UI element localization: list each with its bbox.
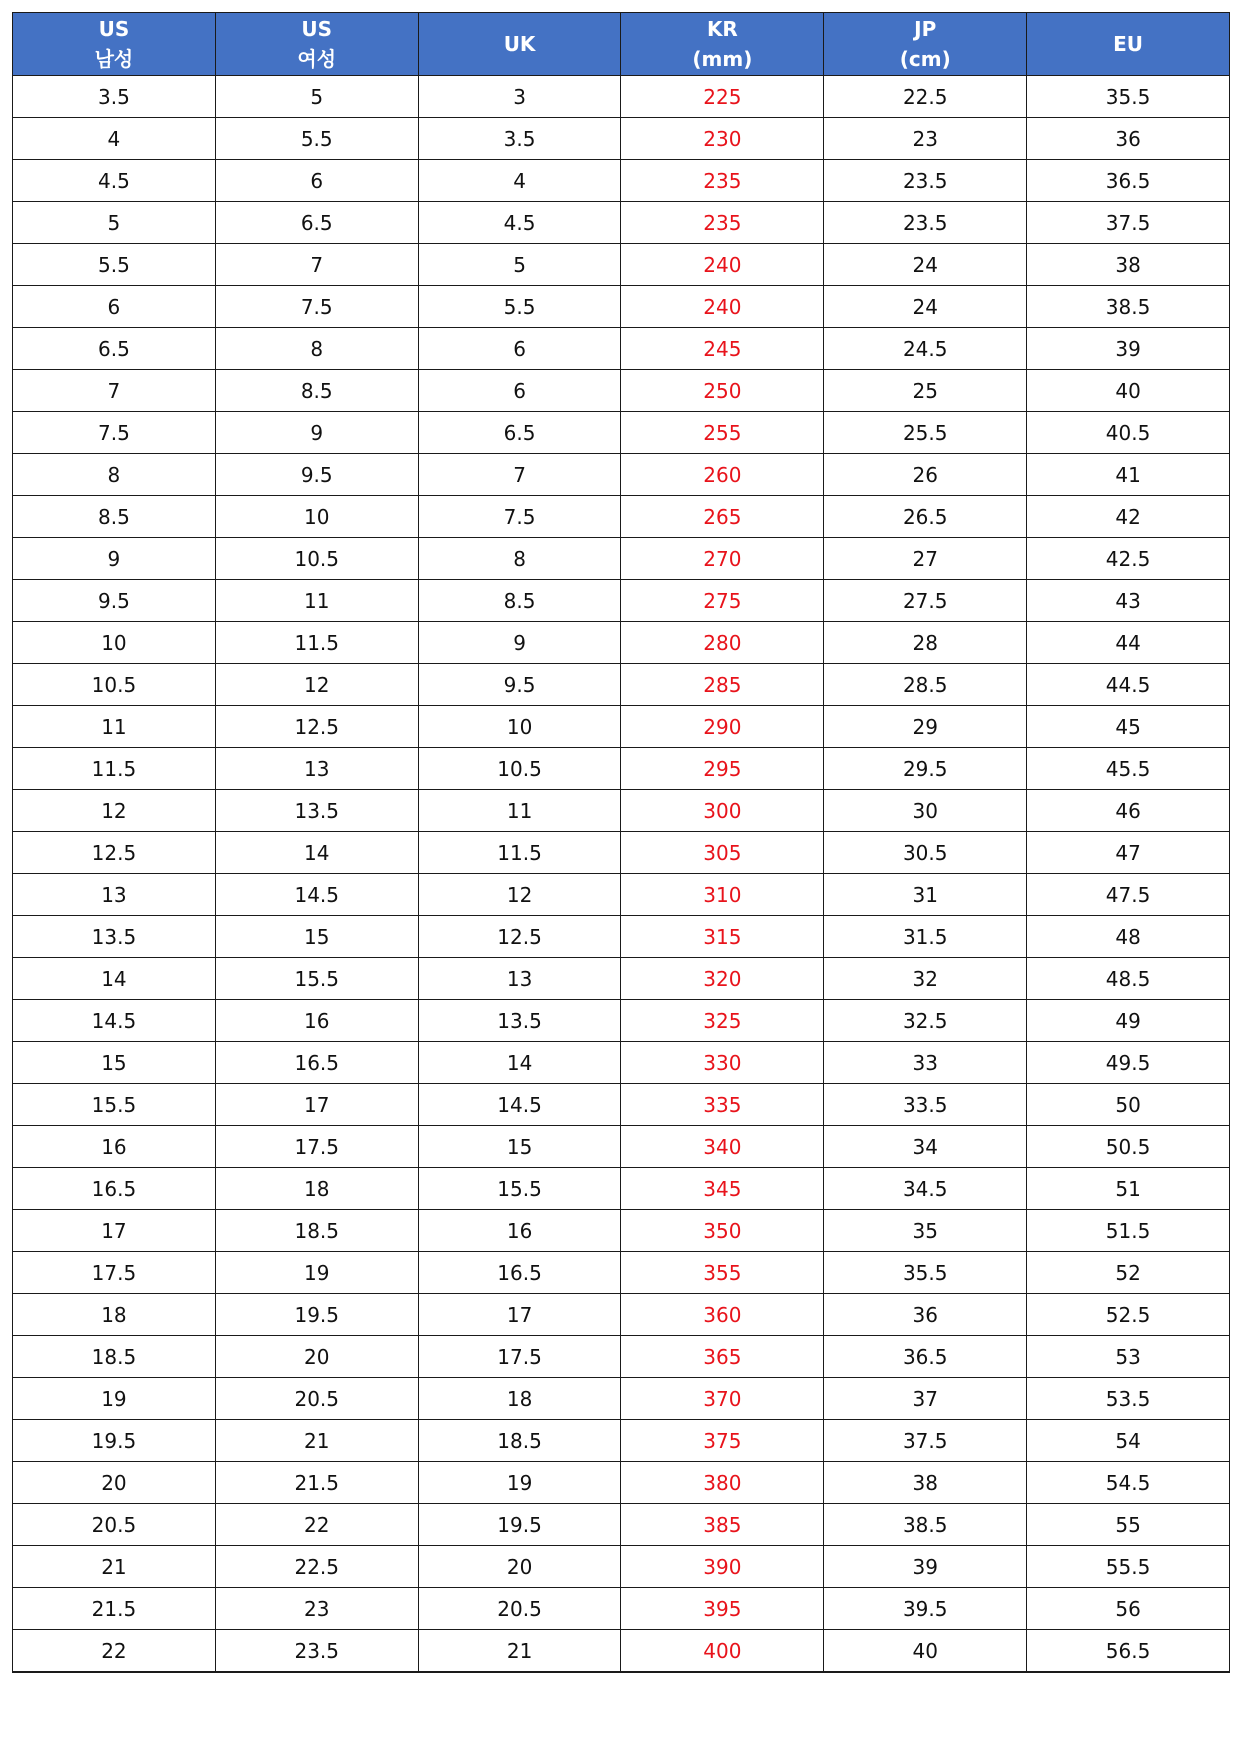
header-label: US <box>98 17 130 41</box>
cell-jp-cm: 32.5 <box>824 1000 1027 1042</box>
cell-us-men: 5.5 <box>13 244 216 286</box>
table-row <box>13 1126 1230 1168</box>
cell-kr-mm: 260 <box>621 454 824 496</box>
cell-uk: 10 <box>418 706 621 748</box>
cell-kr-mm: 350 <box>621 1210 824 1252</box>
table-row <box>13 160 1230 202</box>
cell-us-men: 21.5 <box>13 1588 216 1630</box>
cell-us-women: 5 <box>215 76 418 118</box>
cell-uk: 16.5 <box>418 1252 621 1294</box>
header-sublabel: 남성 <box>94 47 134 71</box>
cell-kr-mm: 390 <box>621 1546 824 1588</box>
cell-eu: 40.5 <box>1027 412 1230 454</box>
cell-us-women: 13 <box>215 748 418 790</box>
cell-jp-cm: 30.5 <box>824 832 1027 874</box>
cell-kr-mm: 295 <box>621 748 824 790</box>
cell-jp-cm: 23.5 <box>824 202 1027 244</box>
cell-jp-cm: 33.5 <box>824 1084 1027 1126</box>
cell-eu: 49.5 <box>1027 1042 1230 1084</box>
table-row <box>13 916 1230 958</box>
cell-eu: 52 <box>1027 1252 1230 1294</box>
cell-eu: 39 <box>1027 328 1230 370</box>
cell-kr-mm: 315 <box>621 916 824 958</box>
cell-eu: 54 <box>1027 1420 1230 1462</box>
cell-uk: 5.5 <box>418 286 621 328</box>
cell-eu: 46 <box>1027 790 1230 832</box>
cell-kr-mm: 380 <box>621 1462 824 1504</box>
header-uk <box>418 13 621 76</box>
cell-us-men: 16.5 <box>13 1168 216 1210</box>
cell-kr-mm: 280 <box>621 622 824 664</box>
shoe-size-table <box>12 12 1230 1673</box>
cell-uk: 19.5 <box>418 1504 621 1546</box>
cell-kr-mm: 240 <box>621 244 824 286</box>
cell-uk: 20 <box>418 1546 621 1588</box>
cell-uk: 15 <box>418 1126 621 1168</box>
cell-uk: 13.5 <box>418 1000 621 1042</box>
table-row <box>13 748 1230 790</box>
cell-uk: 7 <box>418 454 621 496</box>
table-row <box>13 580 1230 622</box>
cell-us-women: 16 <box>215 1000 418 1042</box>
cell-kr-mm: 330 <box>621 1042 824 1084</box>
table-row <box>13 244 1230 286</box>
cell-uk: 9.5 <box>418 664 621 706</box>
cell-jp-cm: 33 <box>824 1042 1027 1084</box>
table-row <box>13 1588 1230 1630</box>
cell-jp-cm: 24 <box>824 244 1027 286</box>
cell-kr-mm: 355 <box>621 1252 824 1294</box>
cell-us-men: 19 <box>13 1378 216 1420</box>
cell-us-men: 12.5 <box>13 832 216 874</box>
cell-us-men: 9.5 <box>13 580 216 622</box>
cell-jp-cm: 23 <box>824 118 1027 160</box>
cell-jp-cm: 30 <box>824 790 1027 832</box>
header-label: EU <box>1113 32 1144 56</box>
cell-uk: 13 <box>418 958 621 1000</box>
cell-us-women: 6.5 <box>215 202 418 244</box>
cell-uk: 9 <box>418 622 621 664</box>
cell-us-women: 9 <box>215 412 418 454</box>
cell-kr-mm: 305 <box>621 832 824 874</box>
table-row <box>13 664 1230 706</box>
cell-us-women: 21.5 <box>215 1462 418 1504</box>
header-eu <box>1027 13 1230 76</box>
cell-eu: 41 <box>1027 454 1230 496</box>
cell-jp-cm: 34 <box>824 1126 1027 1168</box>
cell-us-women: 18.5 <box>215 1210 418 1252</box>
cell-jp-cm: 36 <box>824 1294 1027 1336</box>
table-row <box>13 118 1230 160</box>
cell-jp-cm: 40 <box>824 1630 1027 1673</box>
cell-us-women: 19 <box>215 1252 418 1294</box>
cell-kr-mm: 345 <box>621 1168 824 1210</box>
cell-uk: 4.5 <box>418 202 621 244</box>
cell-us-women: 20 <box>215 1336 418 1378</box>
cell-eu: 56 <box>1027 1588 1230 1630</box>
cell-us-women: 6 <box>215 160 418 202</box>
table-row <box>13 1252 1230 1294</box>
cell-jp-cm: 24 <box>824 286 1027 328</box>
table-body <box>13 76 1230 1673</box>
cell-us-men: 17 <box>13 1210 216 1252</box>
cell-jp-cm: 32 <box>824 958 1027 1000</box>
cell-uk: 12 <box>418 874 621 916</box>
cell-jp-cm: 26 <box>824 454 1027 496</box>
cell-us-women: 11 <box>215 580 418 622</box>
cell-us-men: 6 <box>13 286 216 328</box>
cell-uk: 17 <box>418 1294 621 1336</box>
table-row <box>13 496 1230 538</box>
cell-kr-mm: 300 <box>621 790 824 832</box>
cell-eu: 52.5 <box>1027 1294 1230 1336</box>
cell-kr-mm: 240 <box>621 286 824 328</box>
cell-us-women: 15 <box>215 916 418 958</box>
cell-us-men: 3.5 <box>13 76 216 118</box>
cell-eu: 35.5 <box>1027 76 1230 118</box>
table-row <box>13 1546 1230 1588</box>
table-row <box>13 286 1230 328</box>
cell-jp-cm: 39 <box>824 1546 1027 1588</box>
cell-eu: 44 <box>1027 622 1230 664</box>
cell-kr-mm: 335 <box>621 1084 824 1126</box>
cell-eu: 42.5 <box>1027 538 1230 580</box>
cell-uk: 16 <box>418 1210 621 1252</box>
cell-us-men: 11.5 <box>13 748 216 790</box>
table-row <box>13 1210 1230 1252</box>
cell-us-men: 12 <box>13 790 216 832</box>
cell-kr-mm: 265 <box>621 496 824 538</box>
table-row <box>13 1084 1230 1126</box>
cell-us-men: 18.5 <box>13 1336 216 1378</box>
cell-uk: 11.5 <box>418 832 621 874</box>
cell-kr-mm: 385 <box>621 1504 824 1546</box>
table-row <box>13 1294 1230 1336</box>
cell-eu: 45 <box>1027 706 1230 748</box>
cell-us-men: 17.5 <box>13 1252 216 1294</box>
cell-us-men: 14 <box>13 958 216 1000</box>
cell-us-men: 5 <box>13 202 216 244</box>
cell-us-men: 6.5 <box>13 328 216 370</box>
header-us-women <box>215 13 418 76</box>
cell-jp-cm: 37.5 <box>824 1420 1027 1462</box>
cell-us-women: 20.5 <box>215 1378 418 1420</box>
cell-us-men: 16 <box>13 1126 216 1168</box>
header-row <box>13 13 1230 76</box>
cell-us-women: 14 <box>215 832 418 874</box>
table-row <box>13 202 1230 244</box>
cell-us-men: 4 <box>13 118 216 160</box>
cell-jp-cm: 27 <box>824 538 1027 580</box>
cell-kr-mm: 230 <box>621 118 824 160</box>
cell-us-men: 10.5 <box>13 664 216 706</box>
cell-uk: 5 <box>418 244 621 286</box>
cell-uk: 12.5 <box>418 916 621 958</box>
table-header <box>13 13 1230 76</box>
cell-us-women: 10.5 <box>215 538 418 580</box>
cell-kr-mm: 285 <box>621 664 824 706</box>
cell-eu: 50.5 <box>1027 1126 1230 1168</box>
cell-jp-cm: 23.5 <box>824 160 1027 202</box>
cell-us-women: 7 <box>215 244 418 286</box>
cell-uk: 18 <box>418 1378 621 1420</box>
table-row <box>13 1336 1230 1378</box>
table-row <box>13 790 1230 832</box>
cell-eu: 55.5 <box>1027 1546 1230 1588</box>
table-row <box>13 454 1230 496</box>
table-row <box>13 412 1230 454</box>
cell-kr-mm: 255 <box>621 412 824 454</box>
cell-us-men: 21 <box>13 1546 216 1588</box>
cell-kr-mm: 360 <box>621 1294 824 1336</box>
cell-uk: 11 <box>418 790 621 832</box>
cell-us-men: 15 <box>13 1042 216 1084</box>
cell-jp-cm: 35.5 <box>824 1252 1027 1294</box>
cell-eu: 50 <box>1027 1084 1230 1126</box>
cell-jp-cm: 35 <box>824 1210 1027 1252</box>
cell-us-men: 11 <box>13 706 216 748</box>
table-row <box>13 1378 1230 1420</box>
cell-jp-cm: 27.5 <box>824 580 1027 622</box>
cell-jp-cm: 37 <box>824 1378 1027 1420</box>
table-row <box>13 328 1230 370</box>
cell-uk: 4 <box>418 160 621 202</box>
cell-eu: 55 <box>1027 1504 1230 1546</box>
cell-uk: 3 <box>418 76 621 118</box>
header-label: US <box>301 17 333 41</box>
cell-us-women: 17.5 <box>215 1126 418 1168</box>
cell-uk: 21 <box>418 1630 621 1673</box>
cell-us-women: 11.5 <box>215 622 418 664</box>
cell-uk: 6 <box>418 328 621 370</box>
cell-kr-mm: 245 <box>621 328 824 370</box>
header-label: KR <box>706 17 738 41</box>
cell-uk: 18.5 <box>418 1420 621 1462</box>
table-row <box>13 874 1230 916</box>
header-sublabel: (cm) <box>899 47 951 71</box>
cell-us-women: 15.5 <box>215 958 418 1000</box>
cell-jp-cm: 39.5 <box>824 1588 1027 1630</box>
header-sublabel: (mm) <box>692 47 753 71</box>
cell-uk: 17.5 <box>418 1336 621 1378</box>
table-row <box>13 1168 1230 1210</box>
cell-us-men: 18 <box>13 1294 216 1336</box>
cell-eu: 48 <box>1027 916 1230 958</box>
cell-kr-mm: 270 <box>621 538 824 580</box>
cell-eu: 43 <box>1027 580 1230 622</box>
table-row <box>13 1462 1230 1504</box>
cell-eu: 54.5 <box>1027 1462 1230 1504</box>
cell-jp-cm: 38.5 <box>824 1504 1027 1546</box>
cell-eu: 44.5 <box>1027 664 1230 706</box>
cell-us-women: 12.5 <box>215 706 418 748</box>
cell-jp-cm: 22.5 <box>824 76 1027 118</box>
cell-jp-cm: 31.5 <box>824 916 1027 958</box>
cell-us-men: 20 <box>13 1462 216 1504</box>
cell-uk: 19 <box>418 1462 621 1504</box>
cell-uk: 10.5 <box>418 748 621 790</box>
header-jp <box>824 13 1027 76</box>
cell-eu: 49 <box>1027 1000 1230 1042</box>
cell-us-men: 7.5 <box>13 412 216 454</box>
table-row <box>13 538 1230 580</box>
cell-kr-mm: 325 <box>621 1000 824 1042</box>
table-row <box>13 958 1230 1000</box>
cell-jp-cm: 29 <box>824 706 1027 748</box>
cell-uk: 14.5 <box>418 1084 621 1126</box>
cell-kr-mm: 235 <box>621 160 824 202</box>
cell-us-men: 4.5 <box>13 160 216 202</box>
cell-us-women: 18 <box>215 1168 418 1210</box>
cell-us-women: 8 <box>215 328 418 370</box>
cell-kr-mm: 225 <box>621 76 824 118</box>
cell-eu: 42 <box>1027 496 1230 538</box>
cell-eu: 53.5 <box>1027 1378 1230 1420</box>
cell-uk: 20.5 <box>418 1588 621 1630</box>
cell-kr-mm: 395 <box>621 1588 824 1630</box>
cell-eu: 48.5 <box>1027 958 1230 1000</box>
cell-uk: 6 <box>418 370 621 412</box>
table-row <box>13 76 1230 118</box>
cell-eu: 37.5 <box>1027 202 1230 244</box>
cell-uk: 7.5 <box>418 496 621 538</box>
table-row <box>13 832 1230 874</box>
cell-uk: 14 <box>418 1042 621 1084</box>
cell-jp-cm: 29.5 <box>824 748 1027 790</box>
cell-us-men: 7 <box>13 370 216 412</box>
header-label: UK <box>503 32 536 56</box>
cell-eu: 51.5 <box>1027 1210 1230 1252</box>
cell-kr-mm: 400 <box>621 1630 824 1673</box>
cell-uk: 8 <box>418 538 621 580</box>
header-label: JP <box>914 17 937 41</box>
cell-us-men: 9 <box>13 538 216 580</box>
cell-us-women: 22 <box>215 1504 418 1546</box>
cell-eu: 38.5 <box>1027 286 1230 328</box>
cell-us-women: 7.5 <box>215 286 418 328</box>
cell-us-women: 13.5 <box>215 790 418 832</box>
cell-us-women: 17 <box>215 1084 418 1126</box>
cell-kr-mm: 320 <box>621 958 824 1000</box>
cell-kr-mm: 290 <box>621 706 824 748</box>
cell-us-men: 14.5 <box>13 1000 216 1042</box>
cell-us-men: 8 <box>13 454 216 496</box>
cell-uk: 3.5 <box>418 118 621 160</box>
cell-us-men: 13.5 <box>13 916 216 958</box>
cell-eu: 45.5 <box>1027 748 1230 790</box>
cell-kr-mm: 310 <box>621 874 824 916</box>
table-row <box>13 1630 1230 1673</box>
table-row <box>13 622 1230 664</box>
cell-us-women: 16.5 <box>215 1042 418 1084</box>
cell-us-men: 19.5 <box>13 1420 216 1462</box>
table-row <box>13 1504 1230 1546</box>
cell-kr-mm: 370 <box>621 1378 824 1420</box>
cell-eu: 40 <box>1027 370 1230 412</box>
cell-us-men: 10 <box>13 622 216 664</box>
cell-us-women: 23.5 <box>215 1630 418 1673</box>
cell-eu: 36 <box>1027 118 1230 160</box>
cell-kr-mm: 375 <box>621 1420 824 1462</box>
table-row <box>13 370 1230 412</box>
cell-us-women: 22.5 <box>215 1546 418 1588</box>
cell-us-women: 8.5 <box>215 370 418 412</box>
cell-eu: 51 <box>1027 1168 1230 1210</box>
cell-eu: 53 <box>1027 1336 1230 1378</box>
cell-us-women: 9.5 <box>215 454 418 496</box>
cell-kr-mm: 340 <box>621 1126 824 1168</box>
cell-jp-cm: 28 <box>824 622 1027 664</box>
cell-jp-cm: 25 <box>824 370 1027 412</box>
table-row <box>13 1420 1230 1462</box>
cell-us-men: 8.5 <box>13 496 216 538</box>
cell-us-women: 5.5 <box>215 118 418 160</box>
cell-eu: 38 <box>1027 244 1230 286</box>
cell-eu: 47.5 <box>1027 874 1230 916</box>
cell-us-men: 13 <box>13 874 216 916</box>
cell-us-men: 20.5 <box>13 1504 216 1546</box>
cell-jp-cm: 25.5 <box>824 412 1027 454</box>
cell-kr-mm: 275 <box>621 580 824 622</box>
header-sublabel: 여성 <box>297 47 337 71</box>
cell-kr-mm: 235 <box>621 202 824 244</box>
table-row <box>13 1000 1230 1042</box>
cell-us-women: 23 <box>215 1588 418 1630</box>
cell-jp-cm: 38 <box>824 1462 1027 1504</box>
cell-eu: 36.5 <box>1027 160 1230 202</box>
cell-us-women: 12 <box>215 664 418 706</box>
cell-jp-cm: 34.5 <box>824 1168 1027 1210</box>
cell-kr-mm: 365 <box>621 1336 824 1378</box>
cell-jp-cm: 36.5 <box>824 1336 1027 1378</box>
cell-eu: 56.5 <box>1027 1630 1230 1673</box>
cell-us-women: 14.5 <box>215 874 418 916</box>
cell-us-men: 15.5 <box>13 1084 216 1126</box>
table-row <box>13 1042 1230 1084</box>
cell-jp-cm: 31 <box>824 874 1027 916</box>
cell-kr-mm: 250 <box>621 370 824 412</box>
cell-us-women: 19.5 <box>215 1294 418 1336</box>
cell-jp-cm: 26.5 <box>824 496 1027 538</box>
header-kr <box>621 13 824 76</box>
cell-us-women: 21 <box>215 1420 418 1462</box>
cell-jp-cm: 28.5 <box>824 664 1027 706</box>
table-row <box>13 706 1230 748</box>
cell-uk: 15.5 <box>418 1168 621 1210</box>
cell-us-men: 22 <box>13 1630 216 1673</box>
cell-us-women: 10 <box>215 496 418 538</box>
cell-eu: 47 <box>1027 832 1230 874</box>
cell-uk: 8.5 <box>418 580 621 622</box>
cell-jp-cm: 24.5 <box>824 328 1027 370</box>
cell-uk: 6.5 <box>418 412 621 454</box>
header-us-men <box>13 13 216 76</box>
